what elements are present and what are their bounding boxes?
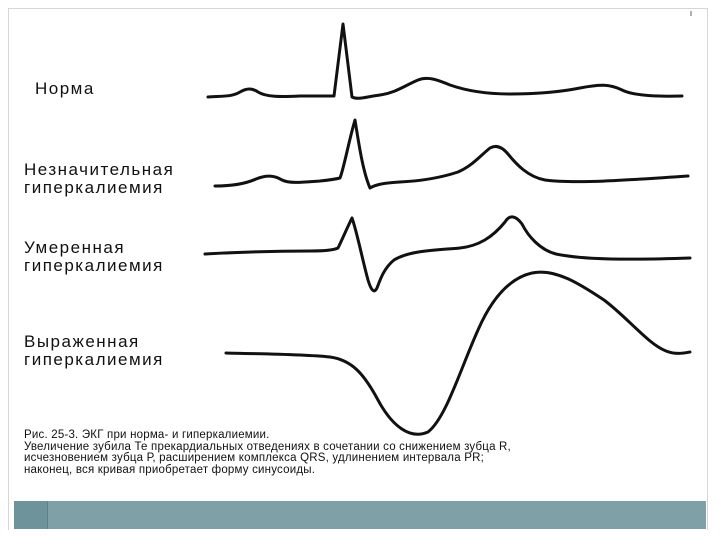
label-mild-line-2: гиперкалиемия	[24, 178, 164, 197]
label-severe-line-2: гиперкалиемия	[24, 350, 164, 369]
caption-line-3: исчезновением зубца Р, расширением комплекса QRS, удлинением интервала PR;	[24, 452, 484, 464]
ecg-trace-moderate	[205, 217, 690, 291]
caption-line-4: наконец, вся кривая приобретает форму синусоиды.	[24, 463, 316, 476]
bottom-bar	[14, 501, 706, 529]
ecg-trace-mild	[215, 120, 688, 188]
bottom-bar-box	[14, 501, 48, 529]
caption-line-2: Увеличение зубила Те прекардиальных отведениях в сочетании со снижением зубца R,	[24, 440, 511, 453]
caption-line-1: Рис. 25-3. ЭКГ при норма- и гиперкалиемии.	[24, 429, 270, 441]
label-norm-line-1: Норма	[35, 79, 95, 98]
label-severe-line-1: Выраженная	[24, 332, 140, 351]
ecg-trace-severe	[226, 272, 690, 434]
label-moderate-line-2: гиперкалиемия	[24, 256, 164, 275]
figure-caption	[24, 430, 704, 476]
ecg-trace-norm	[208, 24, 682, 98]
label-moderate-line-1: Умеренная	[24, 238, 126, 257]
label-mild-line-1: Незначительная	[24, 160, 175, 179]
